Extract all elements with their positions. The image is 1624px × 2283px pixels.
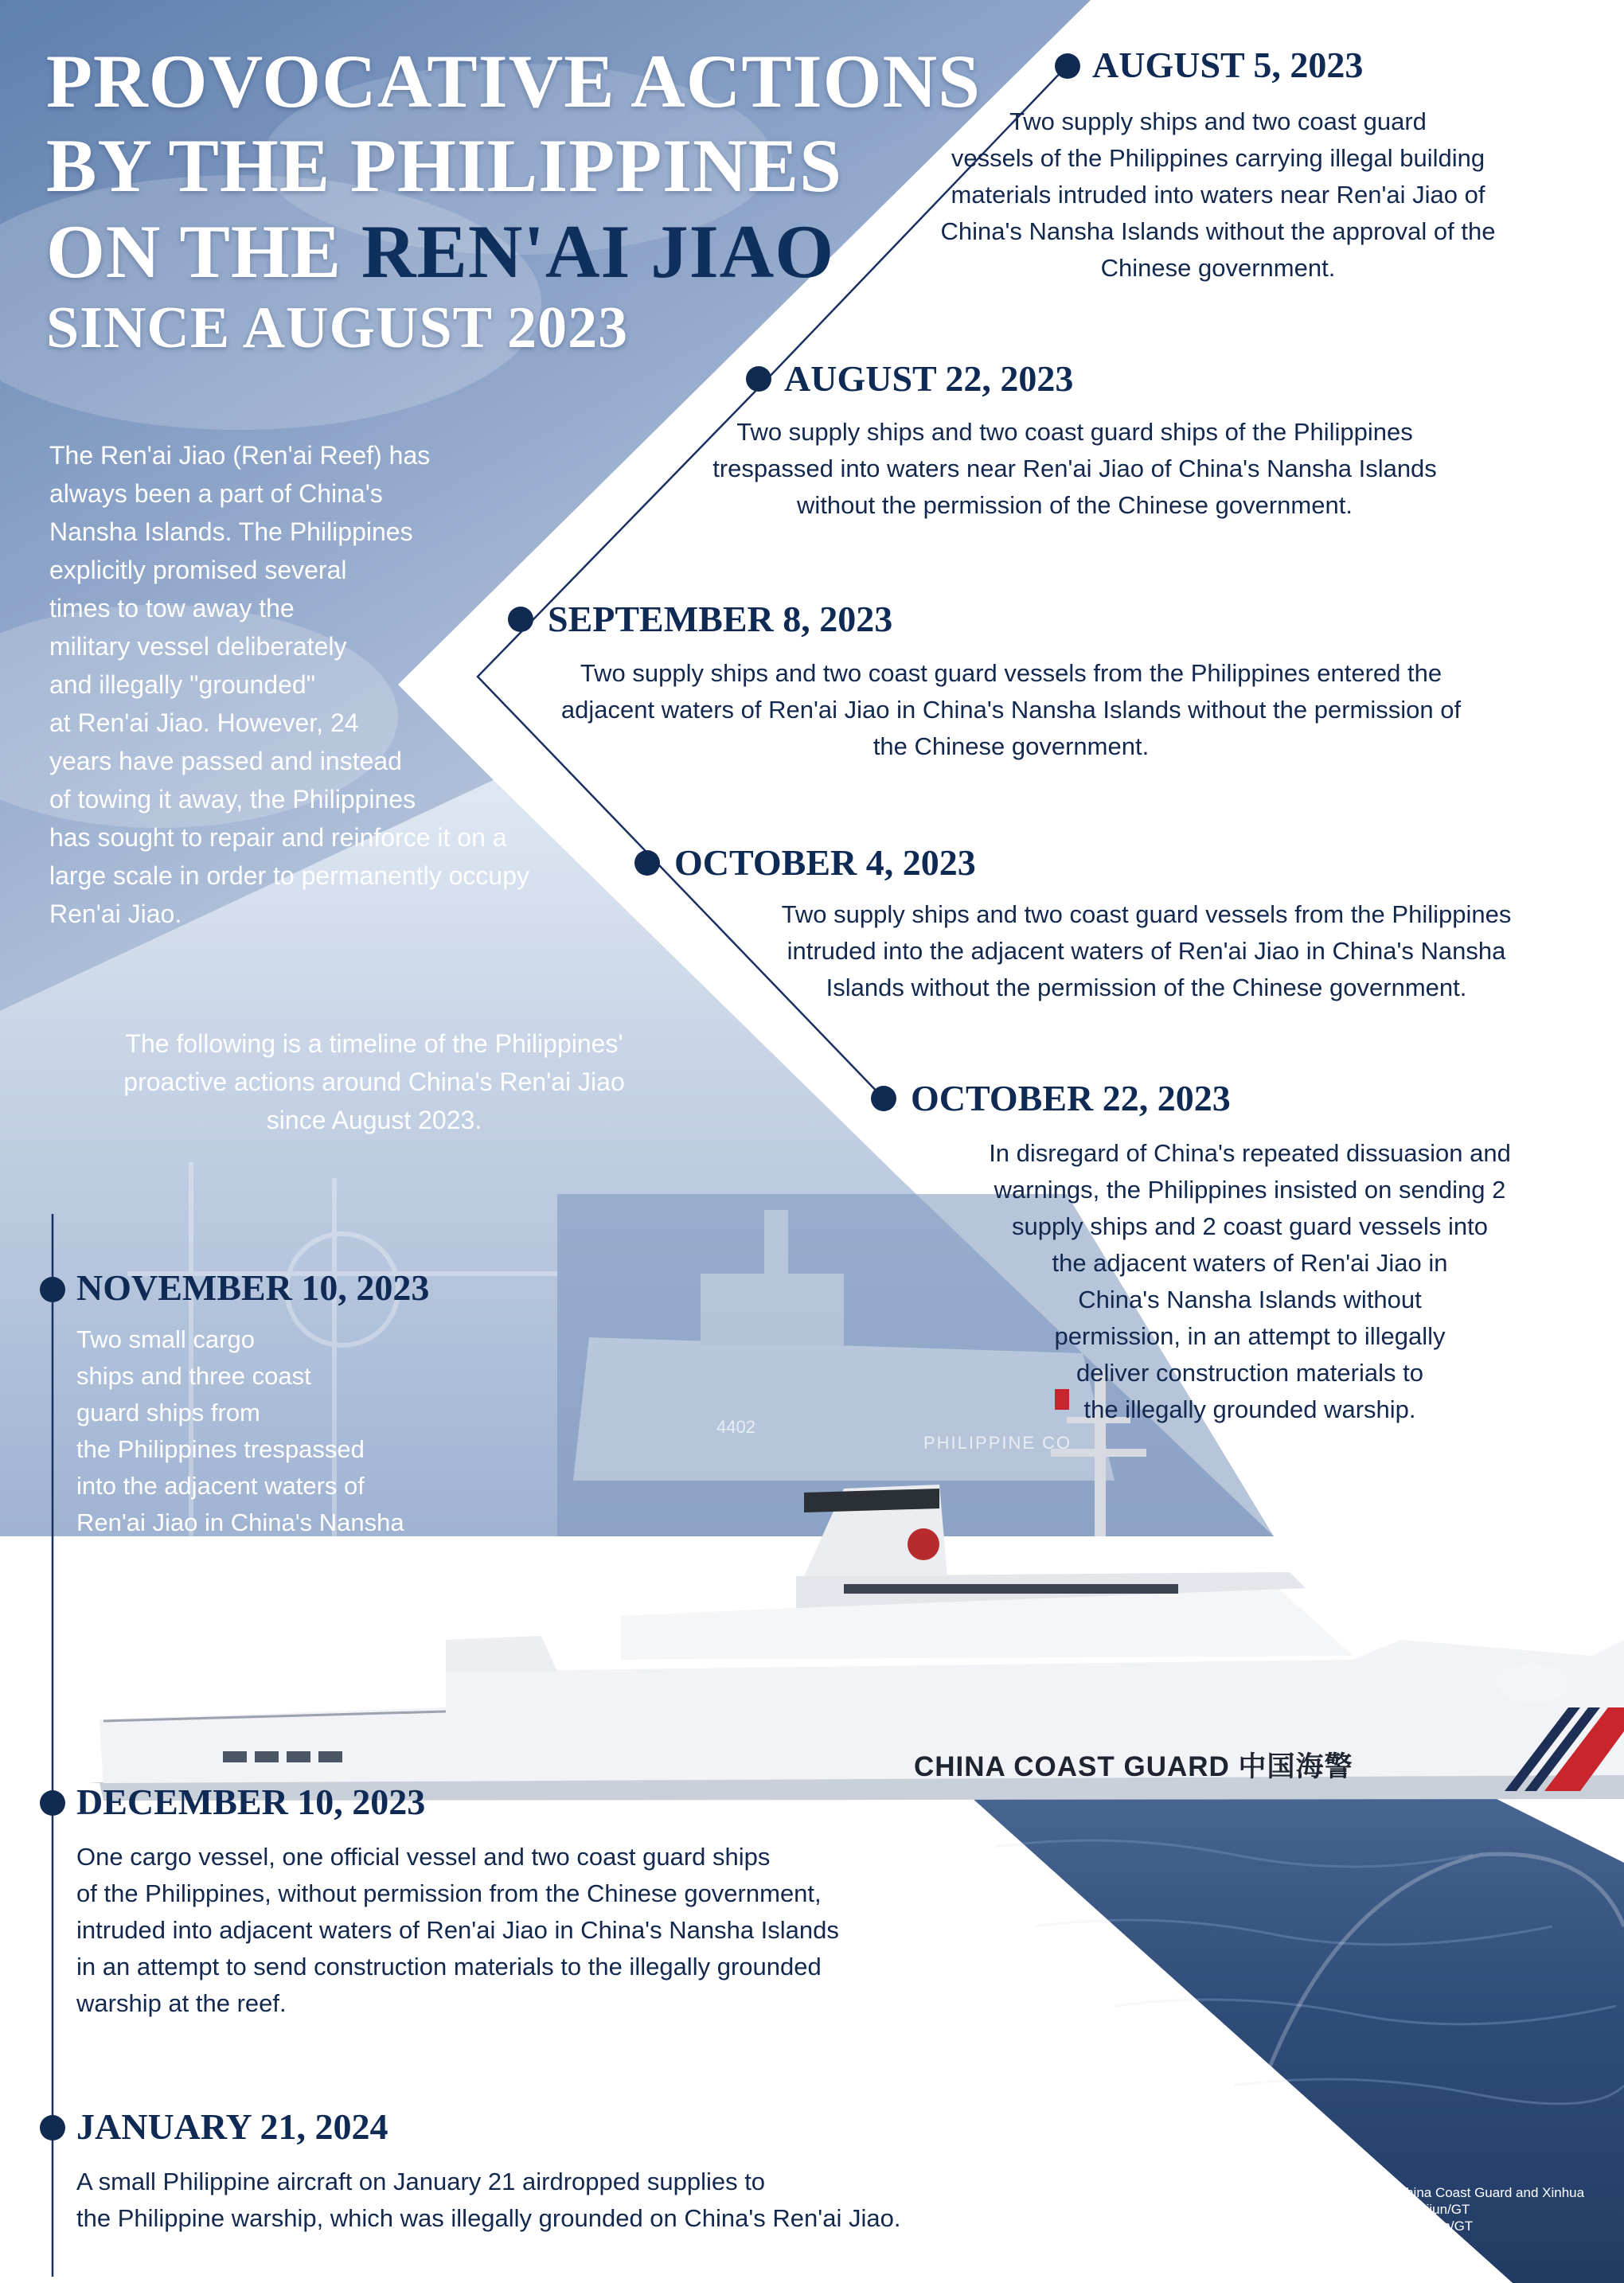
intro-paragraph: The Ren'ai Jiao (Ren'ai Reef) has always been a part of China's Nansha Islands. The Philippines explicitly promised several times to tow away the military vessel deliberately and illegally "grounded" at Ren'ai Jiao. However, 24 years have passed and instead of towing it away, the Philippines has sought to repair and reinforce it on a large scale in order to permanently occupy Ren'ai Jiao. (49, 441, 529, 928)
timeline-date: SEPTEMBER 8, 2023 (548, 599, 893, 639)
timeline-dot (746, 366, 771, 392)
timeline-dot (871, 1086, 896, 1111)
timeline-date: NOVEMBER 10, 2023 (76, 1267, 430, 1308)
timeline-description: Two supply ships and two coast guard vessels from the Philippines entered the adjacent waters of Ren'ai Jiao in China's Nansha Islands without the permission of the Chinese government. (560, 659, 1462, 760)
footer-editor: Editor: Deng Zijun/GT (1339, 2202, 1470, 2217)
title-highlight: REN'AI JIAO (361, 209, 835, 294)
timeline-date: DECEMBER 10, 2023 (76, 1782, 426, 1822)
title-line-3 (46, 209, 835, 294)
timeline-dot (1055, 53, 1080, 79)
timeline-date: OCTOBER 4, 2023 (674, 842, 976, 883)
global-times-logo (1222, 2183, 1324, 2231)
background-ship-number: 4402 (716, 1417, 755, 1437)
ship-hull-text: CHINA COAST GUARD 中国海警 (914, 1751, 1353, 1782)
title-line-1: PROVOCATIVE ACTIONS (46, 39, 981, 123)
timeline-dot (40, 1790, 65, 1816)
timeline-description: Two supply ships and two coast guard vessels of the Philippines carrying illegal building materials intruded into waters near Ren'ai Jiao of China's Nansha Islands without the approval of the Chinese government. (940, 107, 1496, 282)
timeline-description: Two supply ships and two coast guard vessels from the Philippines intruded into the adjacent waters of Ren'ai Jiao in China's Nansha Islands without the permission of the Chinese government. (781, 900, 1512, 1001)
timeline-dot (634, 850, 660, 876)
timeline-date: OCTOBER 22, 2023 (911, 1078, 1231, 1118)
logo-line-1: GLOBAL (1222, 2182, 1325, 2208)
footer-sources: Sources: China Coast Guard and Xinhua (1339, 2185, 1585, 2200)
timeline-date: AUGUST 5, 2023 (1092, 45, 1364, 85)
timeline-description: Two small cargo ships and three coast guard ships from the Philippines trespassed into the adjacent waters of Ren'ai Jiao in China's Nansha Islands without the permission of Chinese government. (76, 1325, 435, 1610)
timeline-description: One cargo vessel, one official vessel and two coast guard ships of the Philippines, without permission from the Chinese government, intruded into adjacent waters of Ren'ai Jiao in China's Nansha Islands in an attempt to send construction materials to the illegally grounded warship at the reef. (76, 1843, 839, 2017)
intro-timeline-note: The following is a timeline of the Philippines' proactive actions around China's Ren'ai Jiao since August 2023. (123, 1029, 625, 1134)
logo-line-2: TIMES (1222, 2206, 1299, 2232)
timeline-dot (508, 607, 533, 632)
timeline-dot (40, 1277, 65, 1302)
title-line-4: SINCE AUGUST 2023 (46, 295, 629, 361)
timeline-description: In disregard of China's repeated dissuasion and warnings, the Philippines insisted on sending 2 supply ships and 2 coast guard vessels into the adjacent waters of Ren'ai Jiao in China's Nansha Islands without permission, in an attempt to illegally deliver construction materials to the illegally grounded warship. (989, 1139, 1511, 1423)
timeline-date: JANUARY 21, 2024 (76, 2106, 388, 2147)
footer-graphic: Graphic: Zhao Jun/GT (1339, 2219, 1474, 2234)
timeline-description: A small Philippine aircraft on January 21 airdropped supplies to the Philippine warship, which was illegally grounded on China's Ren'ai Jiao. (76, 2168, 901, 2232)
timeline-dot (40, 2115, 65, 2141)
background-ship-text: PHILIPPINE CO (923, 1433, 1072, 1453)
timeline-description: Two supply ships and two coast guard ships of the Philippines trespassed into waters near Ren'ai Jiao of China's Nansha Islands without the permission of the Chinese government. (712, 418, 1437, 519)
title-line-2: BY THE PHILIPPINES (46, 123, 842, 208)
title-line-3-prefix: ON THE (46, 209, 361, 294)
timeline-date: AUGUST 22, 2023 (784, 358, 1074, 399)
